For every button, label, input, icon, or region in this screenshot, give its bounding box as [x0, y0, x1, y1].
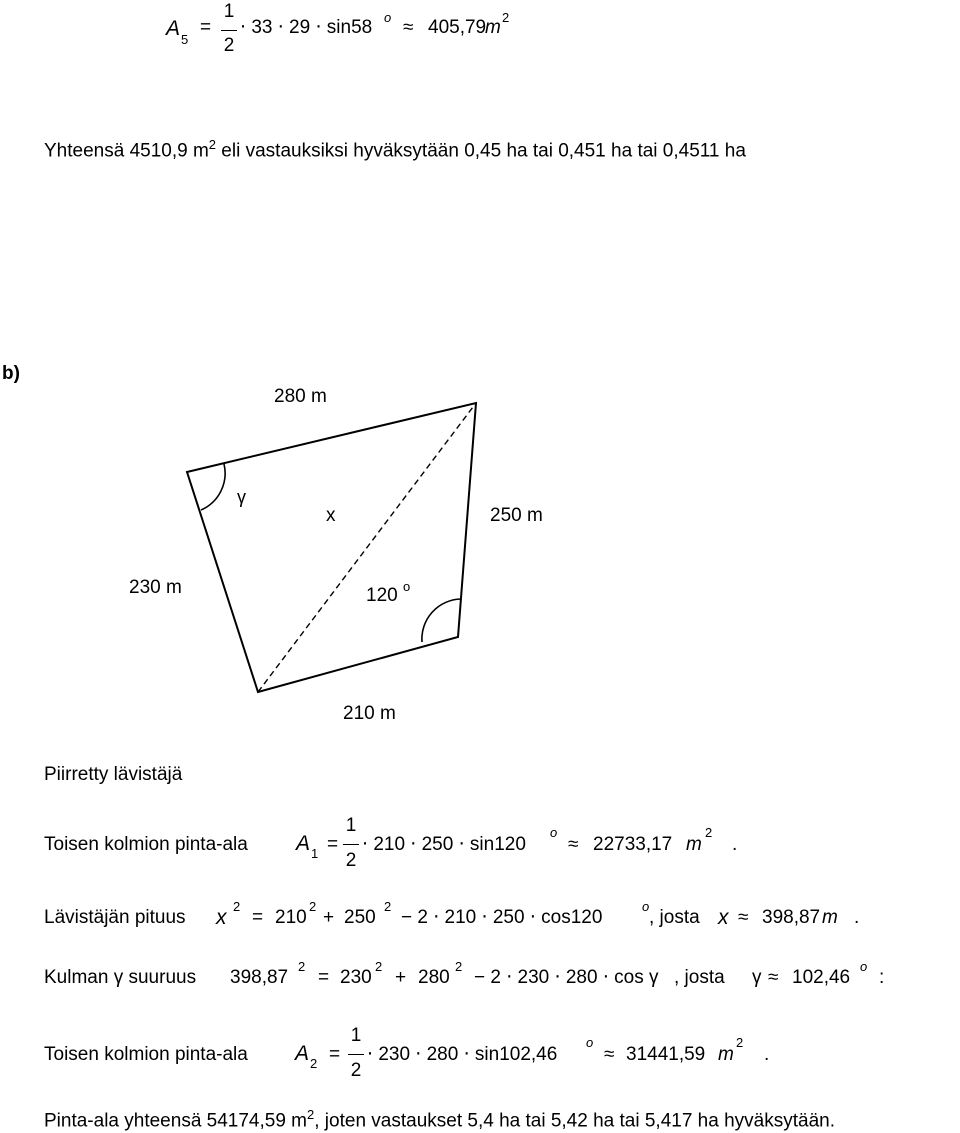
eq-x-label: Lävistäjän pituus [44, 907, 186, 928]
eq-a2-numerator: 1 [350, 1025, 362, 1046]
eq-a1-fraction-bar [343, 844, 359, 845]
eq-a1-unit: m [686, 834, 702, 855]
eq-x-term2: 250 [344, 907, 376, 928]
eq-x-term1: 210 [275, 907, 307, 928]
eq-gamma-lhs: 398,87 [230, 967, 289, 988]
eq-x-approx: ≈ [738, 907, 749, 928]
label-side-right: 250 m [490, 505, 543, 526]
label-angle-120: 120 [366, 585, 398, 606]
eq-a1-denominator: 2 [345, 850, 357, 871]
eq-a5-lhs-sub: 5 [181, 32, 189, 47]
eq-a1-result: 22733,17 [593, 834, 673, 855]
eq-gamma-end: : [879, 967, 885, 988]
eq-gamma-plus: + [395, 967, 407, 988]
eq-a1-lhs: A [296, 832, 311, 855]
eq-a2-label: Toisen kolmion pinta-ala [44, 1044, 248, 1065]
eq-a5-unit-sup: 2 [502, 10, 510, 25]
label-diagonal-x: x [326, 505, 336, 526]
diagonal-note: Piirretty lävistäjä [44, 764, 183, 785]
eq-a2-unit-sup: 2 [736, 1035, 744, 1050]
eq-gamma-degree: o [860, 959, 868, 974]
eq-a2-lhs: A [295, 1042, 310, 1065]
eq-a1-label: Toisen kolmion pinta-ala [44, 834, 248, 855]
eq-gamma-label: Kulman γ suuruus [44, 967, 197, 988]
eq-gamma-result: 102,46 [792, 967, 851, 988]
eq-x-result: 398,87 [762, 907, 821, 928]
eq-x-plus: + [323, 907, 335, 928]
eq-gamma-var: γ [752, 967, 762, 988]
total-line-sup: 2 [208, 137, 217, 152]
eq-x-lhs: x [216, 906, 227, 929]
eq-x-end: . [854, 907, 860, 928]
eq-gamma-josta: , josta [674, 967, 725, 988]
eq-a1-unit-sup: 2 [705, 825, 713, 840]
eq-a5-numerator: 1 [223, 1, 235, 22]
angle-gamma-arc [201, 464, 225, 510]
final-line-post: , joten vastaukset 5,4 ha tai 5,42 ha tai 5,417 ha hyväksytään. [314, 1110, 835, 1132]
section-label-b: b) [2, 363, 20, 384]
eq-a2-denominator: 2 [350, 1060, 362, 1081]
eq-a2-fraction-bar [348, 1054, 364, 1055]
total-line-post: eli vastauksiksi hyväksytään 0,45 ha tai 0,451 ha tai 0,4511 ha [216, 140, 746, 162]
eq-a5-approx: ≈ [403, 17, 414, 38]
eq-gamma-term1-sup: 2 [375, 959, 383, 974]
eq-x-rest: − 2 ⋅ 210 ⋅ 250 ⋅ cos120 [401, 907, 603, 928]
eq-a1-equals: = [327, 834, 339, 855]
eq-gamma-term2-sup: 2 [455, 959, 463, 974]
eq-x-unit: m [822, 907, 838, 928]
eq-a1-numerator: 1 [345, 815, 357, 836]
eq-x-lhs-sup: 2 [233, 899, 241, 914]
final-line [44, 1108, 835, 1130]
eq-x-term1-sup: 2 [309, 899, 317, 914]
final-line-pre: Pinta-ala yhteensä 54174,59 m [44, 1110, 308, 1132]
eq-a2-end: . [764, 1044, 770, 1065]
eq-gamma-approx: ≈ [768, 967, 779, 988]
final-line-sup: 2 [307, 1107, 315, 1122]
eq-a2-expression: ⋅ 230 ⋅ 280 ⋅ sin102,46 [367, 1044, 558, 1065]
label-side-left: 230 m [129, 577, 182, 598]
eq-a1-approx: ≈ [568, 834, 579, 855]
eq-a2-equals: = [329, 1044, 341, 1065]
eq-a5-lhs: A [166, 17, 181, 40]
eq-gamma-term2: 280 [418, 967, 450, 988]
label-angle-gamma: γ [237, 487, 246, 507]
eq-a5-result: 405,79 [428, 17, 487, 38]
eq-gamma-lhs-sup: 2 [298, 959, 306, 974]
label-angle-120-degree: o [403, 579, 411, 594]
eq-a2-lhs-sub: 2 [310, 1056, 318, 1071]
label-side-top: 280 m [274, 386, 327, 407]
eq-a2-unit: m [718, 1044, 734, 1065]
eq-x-var: x [718, 906, 729, 929]
angle-120-arc [422, 599, 461, 642]
eq-gamma-term1: 230 [340, 967, 372, 988]
eq-gamma-rest: − 2 ⋅ 230 ⋅ 280 ⋅ cos γ [474, 967, 659, 988]
eq-a5-degree: o [384, 10, 392, 25]
eq-x-degree: o [642, 899, 650, 914]
eq-x-josta: , josta [649, 907, 700, 928]
eq-a2-approx: ≈ [604, 1044, 615, 1065]
eq-a1-lhs-sub: 1 [311, 846, 319, 861]
eq-a5-equals: = [200, 17, 212, 38]
label-side-bottom: 210 m [343, 703, 396, 724]
eq-a5-denominator: 2 [223, 35, 235, 56]
eq-x-term2-sup: 2 [384, 899, 392, 914]
eq-a1-degree: o [550, 825, 558, 840]
eq-a1-end: . [732, 834, 738, 855]
eq-x-equals: = [252, 907, 264, 928]
eq-a5-unit: m [485, 17, 501, 38]
eq-a2-result: 31441,59 [626, 1044, 706, 1065]
total-line-pre: Yhteensä 4510,9 m [44, 140, 209, 162]
eq-a5-expression: ⋅ 33 ⋅ 29 ⋅ sin58 [240, 17, 373, 38]
quadrilateral-outline [187, 403, 476, 692]
eq-a2-degree: o [586, 1035, 594, 1050]
eq-gamma-equals: = [318, 967, 330, 988]
eq-a1-expression: ⋅ 210 ⋅ 250 ⋅ sin120 [362, 834, 526, 855]
